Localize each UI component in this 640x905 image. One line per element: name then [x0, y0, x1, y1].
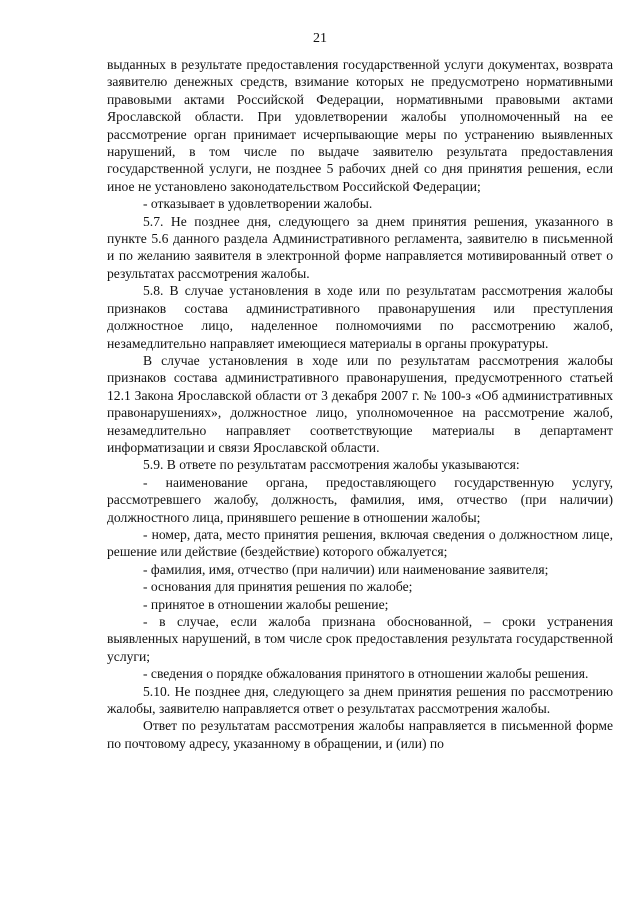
document-body — [107, 56, 613, 752]
page-number: 21 — [313, 31, 327, 46]
paragraph-10: - основания для принятия решения по жалобе; — [143, 579, 413, 595]
paragraph-14: 5.10. Не позднее дня, следующего за днем принятия решения по рассмотрению жалобы, заявителю направляется ответ о результатах рассмотрения жалобы. — [107, 683, 613, 717]
paragraph-6: 5.9. В ответе по результатам рассмотрения жалобы указываются: — [143, 457, 520, 473]
paragraph-11: - принятое в отношении жалобы решение; — [143, 596, 389, 612]
paragraph-5: В случае установления в ходе или по результатам рассмотрения жалобы признаков состава административного правонарушения, предусмотренного статьей 12.1 Закона Ярославской области от 3 декабря 2007 г. № 100-з «Об административных правонарушениях», должностное лицо, уполномоченное на рассмотрение жалоб, незамедлительно направляет соответствующие материалы в департамент информатизации и связи Ярославской области. — [107, 352, 613, 455]
paragraph-3: 5.7. Не позднее дня, следующего за днем принятия решения, указанного в пункте 5.6 данного раздела Административного регламента, заявителю в письменной и по желанию заявителя в электронной форме направляется мотивированный ответ о результатах рассмотрения жалобы. — [107, 213, 613, 281]
paragraph-2: - отказывает в удовлетворении жалобы. — [143, 196, 373, 212]
paragraph-9: - фамилия, имя, отчество (при наличии) или наименование заявителя; — [143, 561, 549, 577]
paragraph-15: Ответ по результатам рассмотрения жалобы направляется в письменной форме по почтовому адресу, указанному в обращении, и (или) по — [107, 718, 613, 751]
paragraph-1: выданных в результате предоставления государственной услуги документах, возврата заявителю денежных средств, взимание которых не предусмотрено нормативными правовыми актами Российской Федерации, нормативными правовыми актами Ярославской области. При удовлетворении жалобы уполномоченный на ее рассмотрение орган принимает исчерпывающие меры по устранению выявленных нарушений, в том числе по выдаче заявителю результата предоставления государственной услуги, не позднее 5 рабочих дней со дня принятия решения, если иное не установлено законодательством Российской Федерации; — [107, 57, 613, 194]
paragraph-12: - в случае, если жалоба признана обоснованной, – сроки устранения выявленных нарушений, в том числе срок предоставления результата государственной услуги; — [107, 614, 613, 664]
paragraph-4: 5.8. В случае установления в ходе или по результатам рассмотрения жалобы признаков состава административного правонарушения или преступления должностное лицо, наделенное полномочиями по рассмотрению жалоб, незамедлительно направляет имеющиеся материалы в органы прокуратуры. — [107, 283, 613, 351]
paragraph-8: - номер, дата, место принятия решения, включая сведения о должностном лице, решение или действие (бездействие) которого обжалуется; — [107, 526, 613, 560]
paragraph-7: - наименование органа, предоставляющего государственную услугу, рассмотревшего жалобу, должность, фамилия, имя, отчество (при наличии) должностного лица, принявшего решение в отношении жалобы; — [107, 474, 613, 525]
paragraph-13: - сведения о порядке обжалования принятого в отношении жалобы решения. — [143, 666, 589, 682]
